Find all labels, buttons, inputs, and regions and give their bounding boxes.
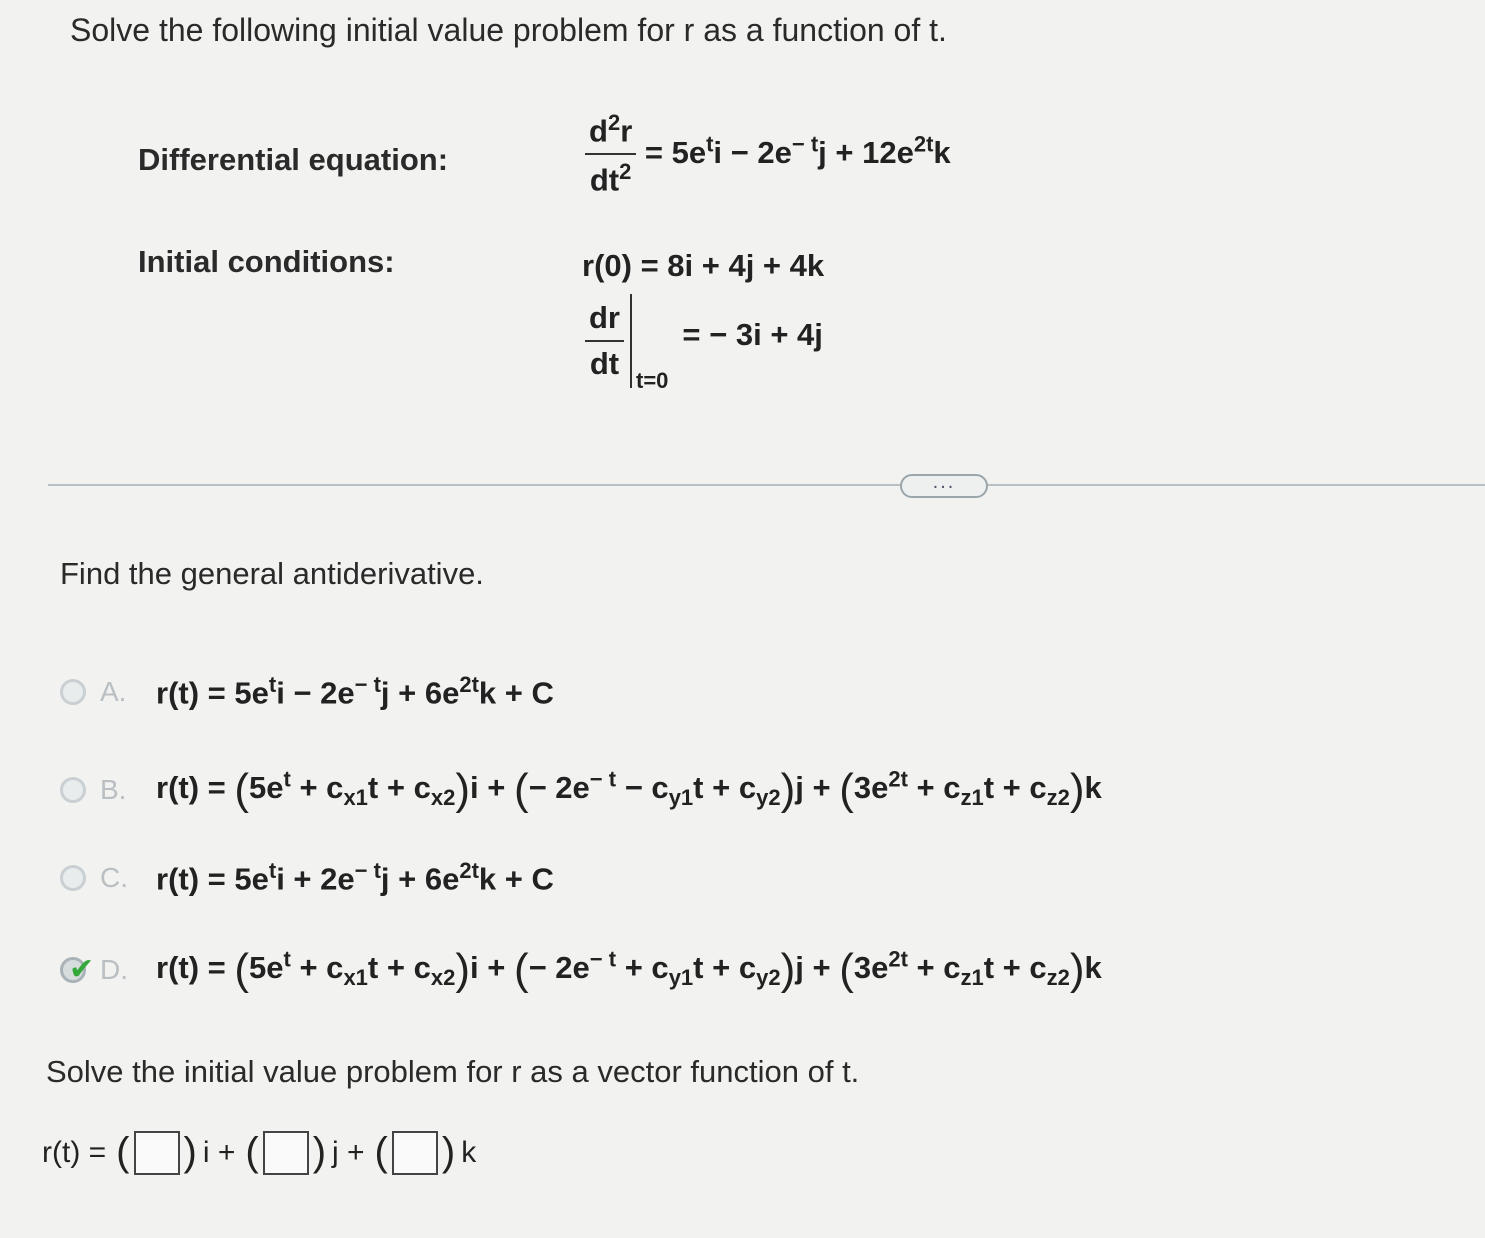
velocity-fraction: $\frac{dr}{dt}$	[585, 300, 624, 382]
answer-j-input[interactable]	[263, 1131, 309, 1175]
answer-k-input[interactable]	[392, 1131, 438, 1175]
expand-more-button[interactable]: ...	[900, 474, 988, 498]
choice-a-expression: $r(t) = 5e^ti - 2e^{- t}j + 6e^{2t}k + C$	[156, 672, 554, 711]
answer-i-input[interactable]	[134, 1131, 180, 1175]
initial-velocity	[585, 294, 823, 393]
choice-c[interactable]	[60, 848, 554, 908]
section-divider	[48, 484, 1485, 486]
initial-position: r(0) = 8i + 4j + 4k	[582, 248, 825, 283]
answer-j-unit: j +	[332, 1135, 365, 1169]
differential-equation	[585, 110, 951, 199]
answer-k-unit: k	[461, 1135, 477, 1169]
answer-row: r(t) = ( ) i + ( ) j + ( ) k	[42, 1130, 477, 1174]
choice-d-expression: $r(t) = (5e^t + c_{x1}t + c_{x2})i$ + (− $2e^{- t} + c_{y1}t + c_{y2})j + (3e^{2t} + c_{z1}t + c_{z2})k$	[156, 945, 1102, 994]
de-rhs: = $5e^ti - 2e^{- t}j + 12e^{2t}k$	[644, 131, 951, 170]
differential-equation-label: Differential equation:	[138, 142, 449, 177]
problem-prompt: Solve the following initial value problem for r as a function of t.	[70, 12, 947, 48]
initial-conditions-label: Initial conditions:	[138, 244, 395, 279]
question-solve-ivp: Solve the initial value problem for r as a vector function of t.	[46, 1054, 860, 1089]
radio-d[interactable]	[60, 953, 95, 986]
radio-a[interactable]	[60, 679, 86, 705]
second-derivative-fraction: $\frac{d^2r}{dt^2}$	[585, 110, 636, 199]
velocity-value: = − 3i + 4j	[682, 317, 823, 352]
evaluation-bar	[630, 294, 632, 388]
evaluation-point: t=0	[636, 368, 669, 393]
choice-d-letter: D.	[100, 954, 128, 985]
answer-lhs: r(t) =	[42, 1135, 107, 1169]
answer-i-unit: i +	[202, 1135, 236, 1169]
radio-b[interactable]	[60, 777, 86, 803]
question-general-antiderivative: Find the general antiderivative.	[60, 556, 484, 591]
choice-b-letter: B.	[100, 774, 127, 805]
checkmark-icon: ✔	[69, 953, 95, 986]
choice-a-letter: A.	[100, 676, 127, 707]
choice-c-expression: $r(t) = 5e^ti + 2e^{- t}j + 6e^{2t}k + C$	[156, 858, 554, 897]
radio-c[interactable]	[60, 865, 86, 891]
choice-d[interactable]	[60, 940, 1102, 1000]
choice-c-letter: C.	[100, 862, 128, 893]
choice-b[interactable]	[60, 760, 1102, 820]
choice-a[interactable]	[60, 662, 554, 722]
choice-b-expression: $r(t) = (5e^t + c_{x1}t + c_{x2})i$ + (− $2e^{- t} - c_{y1}t + c_{y2})j + (3e^{2t} + c_{z1}t + c_{z2})k$	[156, 765, 1102, 814]
